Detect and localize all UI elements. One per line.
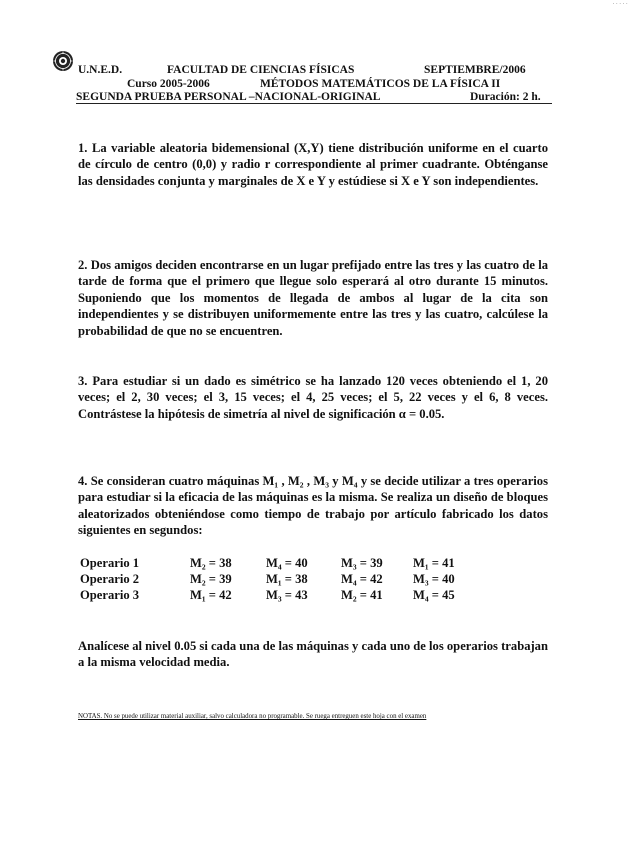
course-year: Curso 2005-2006 — [127, 78, 210, 90]
table-cell: M₁ = 38 — [266, 572, 308, 586]
exam-date: SEPTIEMBRE/2006 — [424, 64, 526, 76]
exam-duration: Duración: 2 h. — [470, 91, 541, 103]
university-seal-icon — [52, 50, 74, 72]
operator-label: Operario 1 — [80, 556, 140, 570]
table-cell: M₃ = 43 — [266, 588, 308, 602]
table-cell: M₂ = 41 — [341, 588, 383, 602]
exam-notes: NOTAS. No se puede utilizar material auxiliar, salvo calculadora no programable. Se ruega entreguen este hoja con el examen — [78, 713, 427, 720]
question-2: 2. Dos amigos deciden encontrarse en un lugar prefijado entre las tres y las cuatro de la tarde de forma que el primero que llegue solo esperará al otro durante 15 minutos. Suponiendo que los momentos de llegada de ambos al lugar de la cita son independientes y se distribuyen uniformemente entre las tres y las cuatro, calcúlese la probabilidad de que no se encuentren. — [78, 258, 548, 338]
table-cell: M₂ = 38 — [190, 556, 232, 570]
table-cell: M₄ = 40 — [266, 556, 308, 570]
faculty-name: FACULTAD DE CIENCIAS FÍSICAS — [167, 64, 355, 76]
table-cell: M₃ = 40 — [413, 572, 455, 586]
header-divider — [76, 103, 552, 104]
exam-type: SEGUNDA PRUEBA PERSONAL –NACIONAL-ORIGINAL — [76, 91, 381, 103]
operator-label: Operario 2 — [80, 572, 140, 586]
question-4: 4. Se consideran cuatro máquinas M₁ , M₂ , M₃ y M₄ y se decide utilizar a tres operarios para estudiar si la eficacia de las máquinas es la misma. Se realiza un diseño de bloques aleatorizados obteniéndose como tiempo de trabajo por artículo fabricado los datos siguientes en segundos: — [78, 474, 548, 538]
closing-question: Analícese al nivel 0.05 si cada una de las máquinas y cada uno de los operarios trabajan a la misma velocidad media. — [78, 639, 548, 670]
table-cell: M₁ = 41 — [413, 556, 455, 570]
university-name: U.N.E.D. — [78, 64, 123, 76]
operator-label: Operario 3 — [80, 588, 140, 602]
table-cell: M₂ = 39 — [190, 572, 232, 586]
table-cell: M₄ = 45 — [413, 588, 455, 602]
question-1: 1. La variable aleatoria bidemensional (X,Y) tiene distribución uniforme en el cuarto de círculo de centro (0,0) y radio r correspondiente al primer cuadrante. Obténganse las densidades conjunta y marginales de X e Y y estúdiese si X e Y son independientes. — [78, 141, 548, 188]
corner-mark: ····· — [612, 0, 629, 8]
table-cell: M₄ = 42 — [341, 572, 383, 586]
table-cell: M₁ = 42 — [190, 588, 232, 602]
question-3: 3. Para estudiar si un dado es simétrico se ha lanzado 120 veces obteniendo el 1, 20 veces; el 2, 30 veces; el 3, 15 veces; el 4, 25 veces; el 5, 22 veces y el 6, 8 veces. Contrástese la hipótesis de simetría al nivel de significación α = 0.05. — [78, 374, 548, 421]
table-cell: M₃ = 39 — [341, 556, 383, 570]
subject-name: MÉTODOS MATEMÁTICOS DE LA FÍSICA II — [260, 78, 501, 90]
